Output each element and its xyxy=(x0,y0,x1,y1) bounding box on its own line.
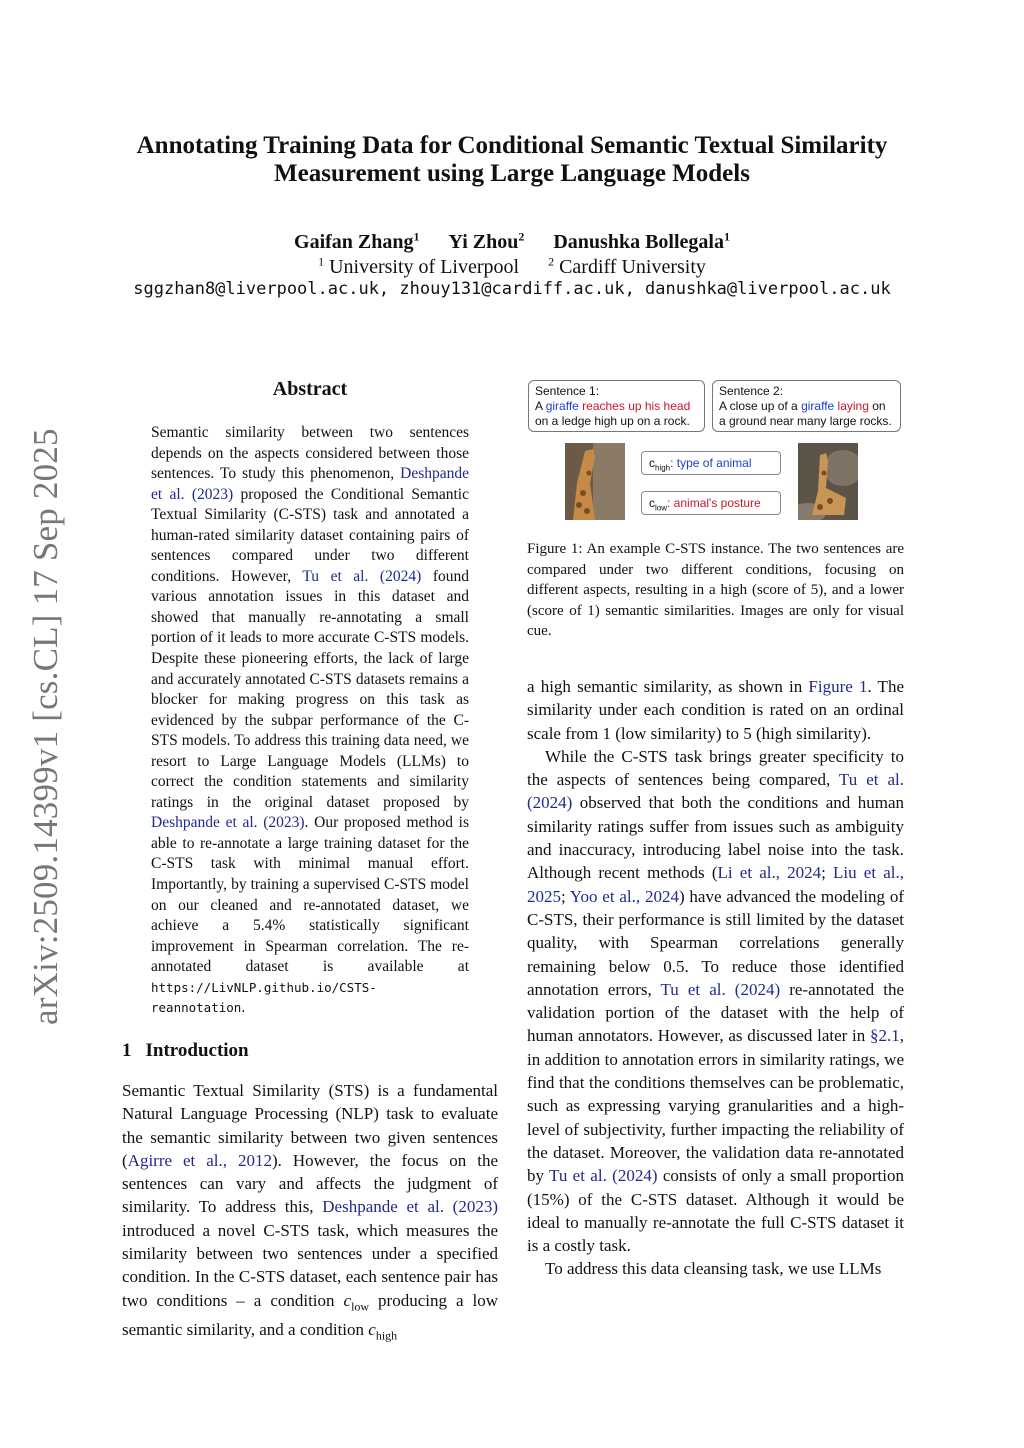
citation-link[interactable]: Deshpande et al. (2023) xyxy=(151,814,305,832)
author-2: Yi Zhou$^2$ xyxy=(448,229,525,253)
condition-high-box: $c_{high}$: type of animal xyxy=(641,451,781,475)
right-column-body xyxy=(527,675,904,1281)
c-low-symbol: c xyxy=(343,1290,352,1310)
giraffe-reaching-image xyxy=(565,443,625,520)
author-emails: sggzhan8@liverpool.ac.uk, zhouy131@cardiff.ac.uk, danushka@liverpool.ac.uk xyxy=(133,279,891,299)
paper-title xyxy=(0,132,1024,188)
author-3: Danushka Bollegala$^1$ xyxy=(553,229,730,253)
abstract-heading: Abstract xyxy=(272,378,348,400)
dataset-url-link[interactable]: https://LivNLP.github.io/CSTS-reannotation xyxy=(151,979,377,1016)
affiliations xyxy=(0,254,1024,279)
citation-link[interactable]: Li et al., 2024 xyxy=(717,863,822,883)
figure-1-caption: Figure 1: An example C-STS instance. The two sentences are compared under two different conditions, focusing on different aspects, resulting in a high (score of 5), and a lower (score of 1) semantic similarities. Images are only for visual cue. xyxy=(527,541,904,639)
sentence-2-box: Sentence 2: A close up of a giraffe laying on a ground near many large rocks. xyxy=(712,380,901,432)
figure-reference-link[interactable]: Figure 1 xyxy=(808,677,868,696)
citation-link[interactable]: Agirre et al., 2012 xyxy=(127,1150,273,1170)
citation-link[interactable]: Tu et al. (2024) xyxy=(302,567,422,585)
giraffe-laying-image xyxy=(798,443,858,520)
author-list xyxy=(0,229,1024,254)
paragraph: a high semantic similarity, as shown in Figure 1. The similarity under each condition is rated on an ordinal scale from 1 (low similarity) to 5 (high similarity). xyxy=(527,677,904,743)
affiliation-1: $^1$ University of Liverpool xyxy=(318,254,520,278)
c-high-symbol: c xyxy=(368,1320,376,1340)
introduction-body: Semantic Textual Similarity (STS) is a fundamental Natural Language Processing (NLP) task to evaluate the semantic similarity between two given sentences (Agirre et al., 2012). However, the focus on the sentences can vary and affects the judgment of similarity. To address this, Deshpande et al. (2023) introduced a novel C-STS task, which measures the similarity between two sentences under a specified condition. In the C-STS dataset, each sentence pair has two conditions – a condition $c_{low}$ producing a low semantic similarity, and a condition $c_{high}$ xyxy=(122,1081,499,1343)
author-1: Gaifan Zhang$^1$ xyxy=(294,229,420,253)
paragraph: To address this data cleansing task, we use LLMs xyxy=(545,1259,882,1279)
citation-link[interactable]: Yoo et al., 2024 xyxy=(569,886,679,906)
title-line-1: Annotating Training Data for Conditional Semantic Textual Similarity xyxy=(136,132,888,159)
affiliation-2: $^2$ Cardiff University xyxy=(548,254,706,278)
condition-low-box: $c_{low}$: animal's posture xyxy=(641,491,781,515)
citation-link[interactable]: Liu et al., 2025 xyxy=(527,863,904,906)
abstract-body: Semantic similarity between two sentences depends on the aspects considered between those sentences. To study this phenomenon, Deshpande et al. (2023) proposed the Conditional Semantic Textual Similarity (C-STS) task and annotated a human-rated similarity dataset containing pairs of sentences compared under two different conditions. However, Tu et al. (2024) found various annotation issues in this dataset and showed that manually re-annotating a small portion of it leads to more accurate C-STS models. Despite these pioneering efforts, the lack of large and accurately annotated C-STS datasets remains a blocker for making progress on this task as evidenced by the subpar performance of the C-STS models. To address this training data need, we resort to Large Language Models (LLMs) to correct the condition statements and similarity ratings in the original dataset proposed by Deshpande et al. (2023). Our proposed method is able to re-annotate a large training dataset for the C-STS task with minimal manual effort. Importantly, by training a supervised C-STS model on our cleaned and re-annotated dataset, we achieve a 5.4% statistically significant improvement in Spearman correlation. The re-annotated dataset is available at https://LivNLP.github.io/CSTS-reannotation. xyxy=(151,424,469,1017)
citation-link[interactable]: Tu et al. (2024) xyxy=(527,770,905,813)
citation-link[interactable]: Tu et al. (2024) xyxy=(549,1166,658,1186)
sentence-1-box: Sentence 1: A giraffe reaches up his head on a ledge high up on a rock. xyxy=(528,380,705,432)
paragraph: While the C-STS task brings greater specificity to the aspects of sentences being compared, Tu et al. (2024) observed that both the conditions and human similarity ratings suffer from issues such as ambiguity and inaccuracy, introducing label noise into the task. Although recent methods (Li et al., 2024; Liu et al., 2025; Yoo et al., 2024) have advanced the modeling of C-STS, their performance is still limited by the dataset quality, with Spearman correlations generally remaining below 0.5. To reduce those identified annotation errors, Tu et al. (2024) re-annotated the validation portion of the dataset with the help of human annotators. However, as discussed later in §2.1, in addition to annotation errors in similarity ratings, we find that the conditions themselves can be problematic, such as expressing varying granularities and a high-level of subjectivity, further impacting the reliability of the dataset. Moreover, the validation data re-annotated by Tu et al. (2024) consists of only a small proportion (15%) of the C-STS dataset. Although it would be ideal to manually re-annotate the full C-STS dataset it is a costly task. xyxy=(527,746,905,1256)
citation-link[interactable]: Deshpande et al. (2023) xyxy=(151,465,469,503)
citation-link[interactable]: Deshpande et al. (2023) xyxy=(322,1197,498,1217)
section-heading-introduction: 1 Introduction xyxy=(122,1040,249,1061)
citation-link[interactable]: Tu et al. (2024) xyxy=(660,979,781,999)
title-line-2: Measurement using Large Language Models xyxy=(274,160,750,187)
section-reference-link[interactable]: §2.1 xyxy=(870,1026,900,1046)
arxiv-identifier: arXiv:2509.14399v1 [cs.CL] 17 Sep 2025 xyxy=(26,428,65,1025)
